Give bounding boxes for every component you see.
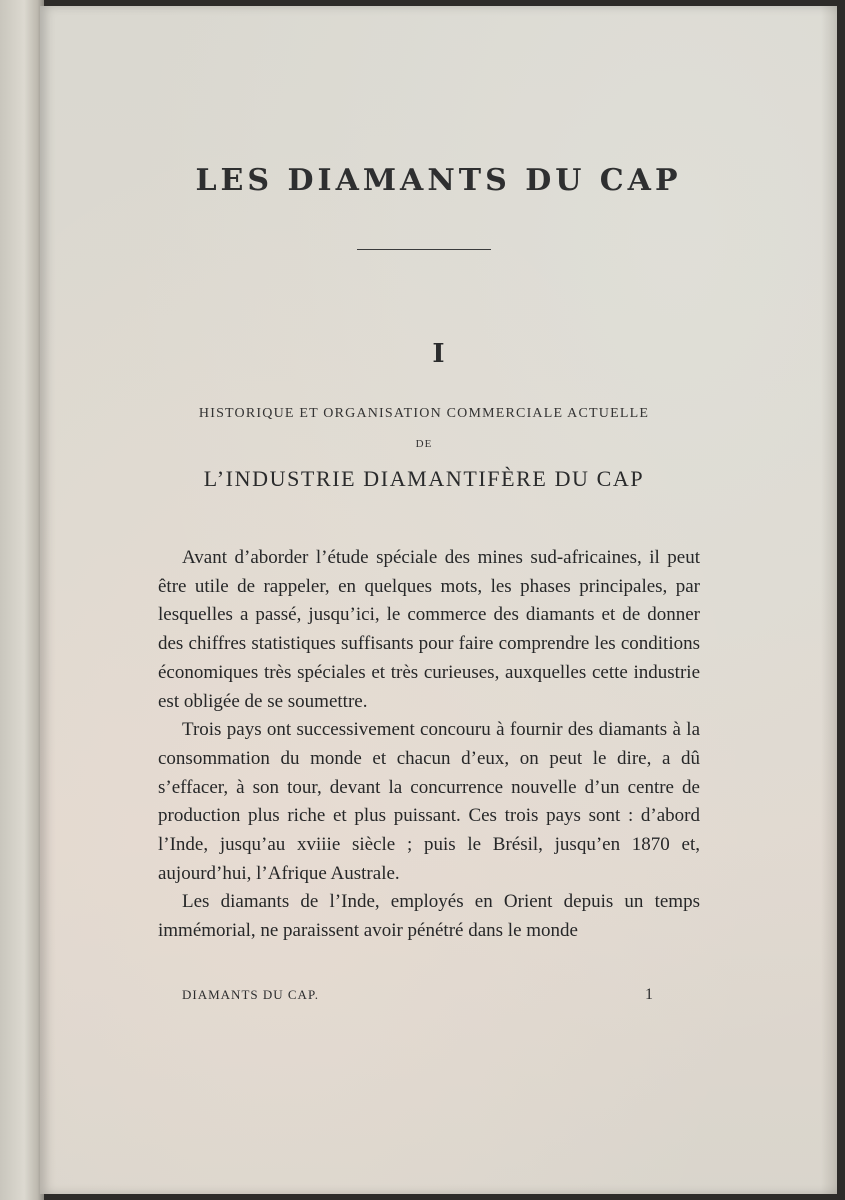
title-rule: [357, 249, 491, 250]
paragraph-2: Trois pays ont successivement concouru à fournir des diamants à la consommation du monde et chacun d’eux, on peut le dire, a dû s’effacer, à son tour, devant la concurrence nouvelle d’un centre de production plus riche et plus puissant. Ces trois pays sont : d’abord l’Inde, jusqu’au xviiie siècle ; puis le Brésil, jusqu’en 1870 et, aujourd’hui, l’Afrique Australe.: [158, 719, 700, 884]
paragraph-1: Avant d’aborder l’étude spéciale des mines sud-africaines, il peut être utile de rappeler, en quelques mots, les phases principales, par lesquelles a passé, jusqu’ici, le commerce des diamants et de donner des chiffres statistiques suffisants pour faire comprendre les conditions économiques très spéciales et très curieuses, auxquelles cette industrie est obligée de se soumettre.: [158, 547, 700, 712]
footer-signature: DIAMANTS DU CAP.: [182, 987, 319, 1002]
book-page: [40, 6, 837, 1194]
left-page-edge: [0, 0, 44, 1200]
book-title: LES DIAMANTS DU CAP: [195, 163, 682, 198]
chapter-number: I: [432, 339, 445, 369]
chapter-subtitle-line1: HISTORIQUE ET ORGANISATION COMMERCIALE ACTUELLE: [198, 406, 650, 421]
body-text: [158, 544, 700, 946]
paragraph-3: Les diamants de l’Inde, employés en Orient depuis un temps immémorial, ne paraissent avoir pénétré dans le monde: [158, 891, 700, 942]
chapter-subtitle-line2: L’INDUSTRIE DIAMANTIFÈRE DU CAP: [203, 466, 645, 491]
page-number: 1: [645, 986, 653, 1003]
chapter-subtitle-de: DE: [415, 438, 433, 450]
